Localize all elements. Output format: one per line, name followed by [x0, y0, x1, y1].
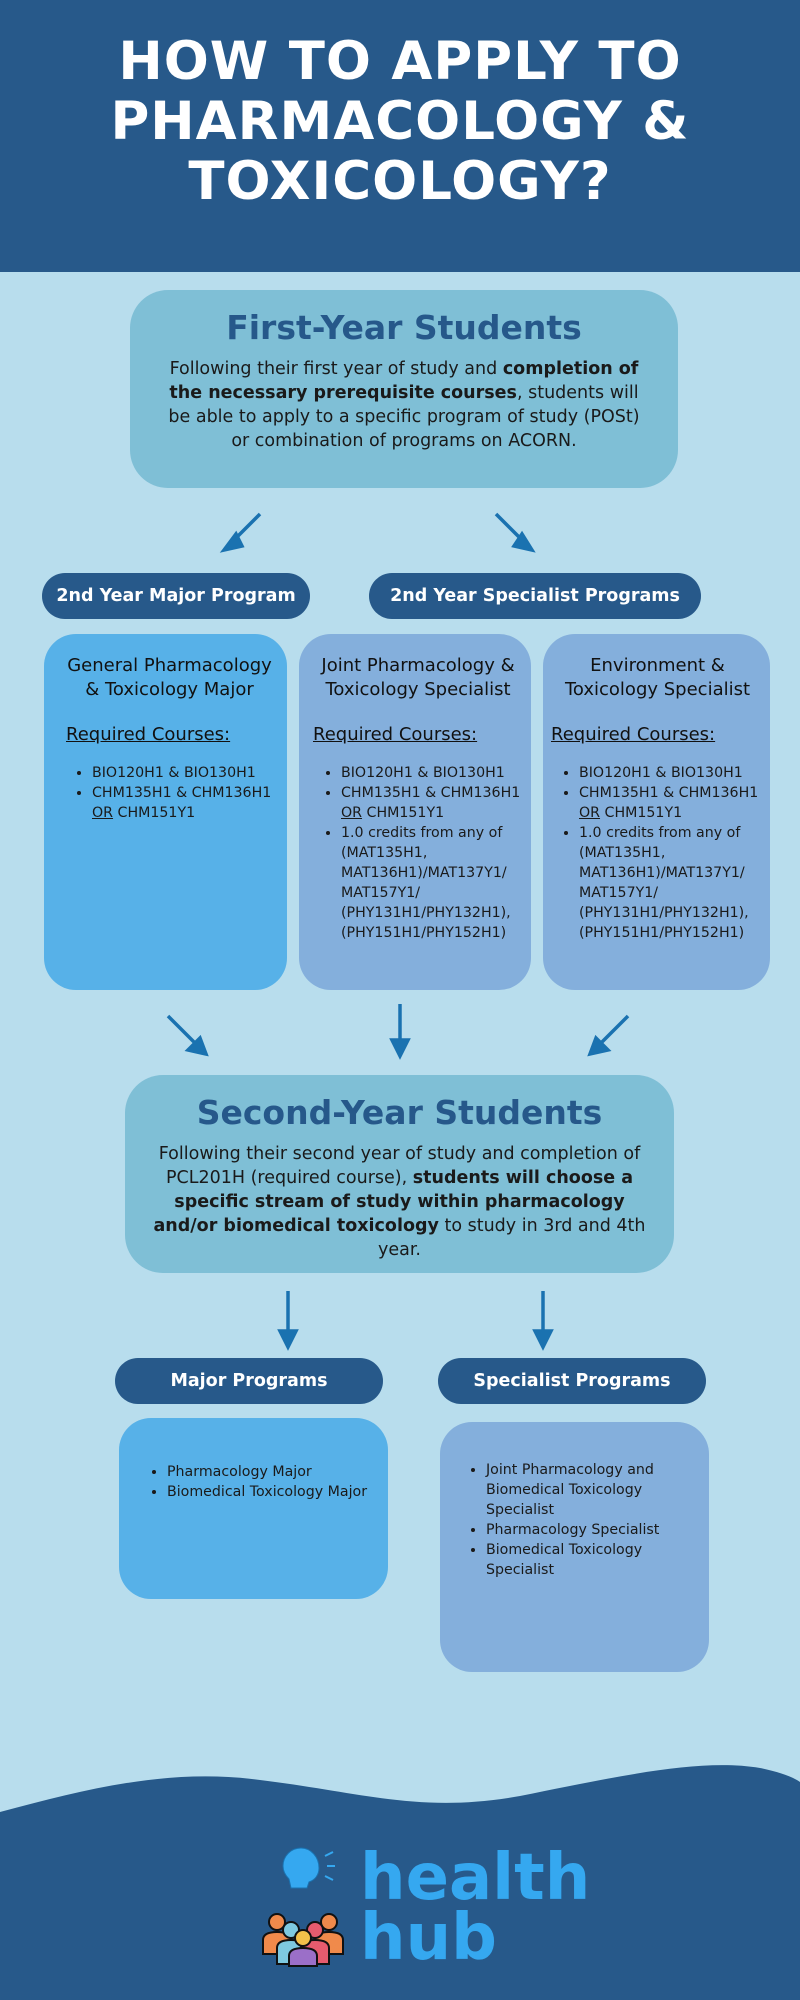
course-item: • BIO120H1 & BIO130H1 — [92, 763, 273, 783]
course-item: • BIO120H1 & BIO130H1 — [579, 763, 764, 783]
course-item: • 1.0 credits from any of (MAT135H1, MAT136H1)/MAT137Y1/ MAT157Y1/ (PHY131H1/PHY132H1), (PHY151H1/PHY152H1) — [341, 823, 523, 943]
major-programs-list — [141, 1462, 372, 1502]
logo-text-hub: hub — [360, 1901, 497, 1975]
program-box-joint-specialist — [299, 634, 531, 990]
arrows-first-year — [0, 500, 800, 560]
course-item: • 1.0 credits from any of (MAT135H1, MAT136H1)/MAT137Y1/ MAT157Y1/ (PHY131H1/PHY132H1), (PHY151H1/PHY152H1) — [579, 823, 764, 943]
pill-specialist-programs: Specialist Programs — [438, 1358, 706, 1404]
course-list — [66, 763, 273, 823]
title-line-1: HOW TO APPLY TO — [118, 31, 682, 92]
required-courses-label: Required Courses: — [66, 724, 231, 745]
first-year-title: First-Year Students — [226, 308, 582, 347]
course-item: • BIO120H1 & BIO130H1 — [341, 763, 523, 783]
program-box-general-major — [44, 634, 287, 990]
course-list — [313, 763, 523, 943]
list-item: • Pharmacology Major — [167, 1462, 372, 1482]
course-list — [551, 763, 764, 943]
program-box-environment-specialist — [543, 634, 770, 990]
required-courses-label: Required Courses: — [551, 724, 716, 745]
pill-major-programs: Major Programs — [115, 1358, 383, 1404]
list-item: • Biomedical Toxicology Major — [167, 1482, 372, 1502]
health-hub-logo-icon — [255, 1842, 355, 1972]
program-title: General Pharmacology & Toxicology Major — [67, 655, 272, 700]
second-year-description: Following their second year of study and completion of PCL201H (required course), students will choose a specific stream of study within pharmacology and/or biomedical toxicology to study in 3rd and 4th year. — [153, 1144, 646, 1260]
pill-2nd-year-major: 2nd Year Major Program — [42, 573, 310, 619]
logo-text-health: health — [360, 1841, 591, 1915]
course-item: • CHM135H1 & CHM136H1 OR CHM151Y1 — [92, 783, 273, 823]
specialist-programs-list — [460, 1460, 695, 1580]
title-line-2: PHARMACOLOGY & — [110, 91, 690, 152]
arrows-third-year — [0, 1285, 800, 1355]
required-courses-label: Required Courses: — [313, 724, 478, 745]
course-item: • CHM135H1 & CHM136H1 OR CHM151Y1 — [341, 783, 523, 823]
major-programs-box — [119, 1418, 388, 1599]
course-item: • CHM135H1 & CHM136H1 OR CHM151Y1 — [579, 783, 764, 823]
program-title: Environment & Toxicology Specialist — [564, 655, 751, 700]
pill-2nd-year-specialist: 2nd Year Specialist Programs — [369, 573, 701, 619]
first-year-card — [130, 290, 678, 488]
second-year-card — [125, 1075, 674, 1273]
second-year-title: Second-Year Students — [196, 1093, 603, 1132]
list-item: • Biomedical Toxicology Specialist — [486, 1540, 695, 1580]
list-item: • Pharmacology Specialist — [486, 1520, 695, 1540]
arrows-second-year — [0, 1000, 800, 1060]
first-year-description: Following their first year of study and completion of the necessary prerequisite courses, students will be able to apply to a specific program of study (POSt) or combination of programs on ACORN. — [168, 359, 640, 451]
title-line-3: TOXICOLOGY? — [188, 151, 612, 212]
program-title: Joint Pharmacology & Toxicology Specialist — [321, 655, 515, 700]
page-title — [0, 32, 800, 212]
list-item: • Joint Pharmacology and Biomedical Toxicology Specialist — [486, 1460, 695, 1520]
specialist-programs-box — [440, 1422, 709, 1672]
